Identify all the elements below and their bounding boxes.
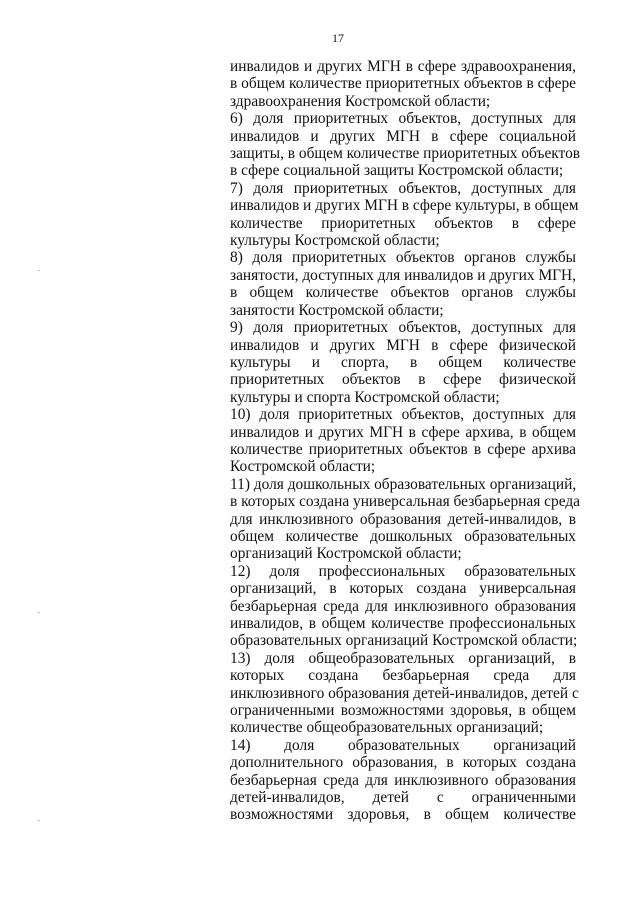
text-line: защиты, в общем количестве приоритетных объектов (230, 145, 581, 163)
text-line: количестве приоритетных объектов в сфере (230, 214, 576, 232)
text-line: инвалидов и других МГН в сфере социальной (230, 127, 576, 145)
text-line: возможностями здоровья, в общем количестве (230, 806, 576, 824)
text-line: здравоохранения Костромской области; (230, 92, 491, 110)
text-line: культуры Костромской области; (230, 232, 440, 250)
scan-speck (38, 270, 40, 271)
text-line: занятости Костромской области; (230, 301, 444, 319)
scan-speck (38, 612, 40, 613)
text-line: в сфере социальной защиты Костромской области; (230, 162, 564, 180)
document-body (230, 58, 581, 824)
text-line: 14) доля образовательных организаций (230, 736, 576, 754)
text-line: организаций Костромской области; (230, 545, 462, 563)
list-paragraph (230, 110, 581, 180)
text-line: в общем количестве приоритетных объектов в сфере (230, 75, 576, 93)
text-line: безбарьерная среда для инклюзивного образования (230, 597, 576, 615)
list-paragraph (230, 563, 576, 650)
list-paragraph (230, 475, 580, 563)
text-line: образовательных организаций Костромской области; (230, 632, 578, 650)
list-paragraph (230, 737, 576, 824)
text-line: 10) доля приоритетных объектов, доступных для (230, 406, 576, 424)
list-paragraph (230, 249, 576, 319)
text-line: 11) доля дошкольных образовательных организаций, (230, 475, 577, 493)
list-paragraph (230, 649, 579, 737)
list-paragraph (230, 58, 576, 110)
scan-speck (38, 820, 40, 821)
text-line: организаций, в которых создана универсальная (230, 580, 576, 598)
text-line: количестве общеобразовательных организаций; (230, 719, 544, 737)
text-line: 7) доля приоритетных объектов, доступных для (230, 179, 576, 197)
text-line: дополнительного образования, в которых создана (230, 754, 576, 772)
text-line: 12) доля профессиональных образовательных (230, 562, 576, 580)
text-line: занятости, доступных для инвалидов и других МГН, (230, 266, 576, 284)
text-line: Костромской области; (230, 458, 376, 476)
text-line: инклюзивного образования детей-инвалидов, детей с (230, 684, 579, 702)
text-line: культуры и спорта, в общем количестве (230, 353, 576, 371)
text-line: культуры и спорта Костромской области; (230, 388, 500, 406)
text-line: 9) доля приоритетных объектов, доступных для (230, 319, 576, 337)
text-line: 13) доля общеобразовательных организаций, в (230, 649, 576, 667)
page-number: 17 (332, 31, 344, 45)
text-line: инвалидов и других МГН в сфере культуры, в общем (230, 197, 579, 215)
text-line: инвалидов и других МГН в сфере здравоохранения, (230, 58, 576, 75)
list-paragraph (230, 406, 576, 476)
text-line: количестве приоритетных объектов в сфере архива (230, 440, 576, 458)
text-line: в общем количестве объектов органов службы (230, 284, 576, 302)
text-line: для инклюзивного образования детей-инвалидов, в (230, 510, 576, 528)
list-paragraph (230, 179, 579, 250)
text-line: приоритетных объектов в сфере физической (230, 371, 576, 389)
text-line: которых создана безбарьерная среда для (230, 667, 576, 685)
text-line: 6) доля приоритетных объектов, доступных для (230, 110, 576, 128)
text-line: в которых создана универсальная безбарьерная среда (230, 493, 580, 511)
text-line: ограниченными возможностями здоровья, в общем (230, 702, 576, 720)
text-line: общем количестве дошкольных образовательных (230, 527, 576, 545)
text-line: детей-инвалидов, детей с ограниченными (230, 789, 576, 807)
list-paragraph (230, 319, 576, 406)
text-line: инвалидов, в общем количестве профессиональных (230, 615, 576, 632)
text-line: инвалидов и других МГН в сфере архива, в общем (230, 423, 576, 441)
text-line: безбарьерная среда для инклюзивного образования (230, 771, 576, 789)
text-line: инвалидов и других МГН в сфере физической (230, 336, 576, 354)
text-line: 8) доля приоритетных объектов органов службы (230, 249, 576, 267)
